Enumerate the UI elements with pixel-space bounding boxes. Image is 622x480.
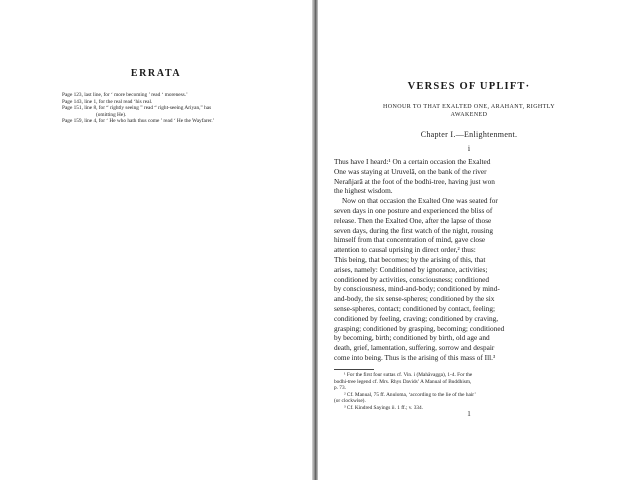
homage-line: HONOUR TO THAT EXALTED ONE, ARAHANT, RIGHTLY bbox=[383, 104, 555, 110]
body-line: by consciousness, mind-and-body; conditioned by mind- bbox=[334, 284, 500, 294]
body-line: and-body, the six sense-spheres; conditioned by the six bbox=[334, 294, 495, 304]
footnote-line: ¹ For the first four suttas cf. Vin. i (Mahāvagga), 1-4. For the bbox=[344, 372, 473, 378]
errata-line: (omitting He). bbox=[96, 111, 127, 118]
body-line: grasping; conditioned by grasping, becoming; conditioned bbox=[334, 323, 505, 333]
footnote-divider bbox=[334, 369, 374, 370]
body-line: Thus have I heard:¹ On a certain occasion the Exalted bbox=[334, 157, 491, 166]
footnotes bbox=[334, 372, 606, 411]
footnote-line: ² Cf. Manual, 75 ff. Anuloma, ‘according to the lie of the hair’ bbox=[344, 391, 477, 398]
body-line: This being, that becomes; by the arising of this, that bbox=[334, 254, 486, 264]
page-number: 1 bbox=[467, 410, 471, 418]
body-line: conditioned by activities, consciousness; conditioned bbox=[334, 274, 490, 284]
body-line: One was staying at Uruvelā, on the bank of the river bbox=[334, 166, 487, 176]
body-line: death, grief, lamentation, suffering, sorrow and despair bbox=[334, 343, 495, 353]
right-page bbox=[316, 0, 622, 480]
errata-line: Page 159, line 4, for ‘ He who hath thus come ’ read ‘ He the Wayfarer.’ bbox=[62, 118, 215, 125]
body-line: by becoming, birth; conditioned by birth, old age and bbox=[334, 333, 490, 343]
homage-line: AWAKENED bbox=[450, 111, 488, 118]
footnote-line: p. 73. bbox=[334, 385, 346, 391]
body-line: Nerañjarā at the foot of the bodhi-tree, having just won bbox=[334, 176, 495, 186]
homage-heading bbox=[336, 104, 602, 119]
errata-line: Page 143, line 1, for the real read ‘his real. bbox=[62, 98, 153, 105]
errata-line: Page 123, last line, for ‘ more becoming ’ read ‘ moreness.’ bbox=[62, 92, 188, 98]
errata-line: Page 151, line 8, for “ rightly seeing ” read “ right-seeing Ariyan,” has bbox=[62, 105, 212, 112]
errata-list bbox=[62, 92, 302, 125]
errata-title: ERRATA bbox=[130, 68, 182, 79]
footnote-line: ³ Cf. Kindred Sayings ii. 1 ff.; v. 334. bbox=[344, 404, 423, 411]
body-text bbox=[334, 157, 606, 363]
footnote-line: bodhi-tree legend cf. Mrs. Rhys Davids’ A Manual of Buddhism, bbox=[334, 378, 472, 385]
body-line: attention to causal uprising in direct order,² thus: bbox=[334, 245, 476, 255]
chapter-heading: Chapter I.—Enlightenment. bbox=[420, 130, 518, 139]
body-line: arises, namely: Conditioned by ignorance, activities; bbox=[334, 264, 488, 274]
body-line: Now on that occasion the Exalted One was seated for bbox=[342, 196, 498, 206]
body-line: come into being. Thus is the arising of this mass of Ill.³ bbox=[334, 352, 496, 362]
footnote-line: (or clockwise). bbox=[334, 398, 366, 404]
body-line: seven days, during the first watch of the night, rousing bbox=[334, 225, 494, 235]
body-line: sense-spheres, contact; conditioned by contact, feeling; bbox=[334, 303, 496, 313]
body-line: release. Then the Exalted One, after the lapse of those bbox=[334, 215, 492, 225]
book-title: VERSES OF UPLIFT· bbox=[407, 81, 531, 92]
body-line: himself from that concentration of mind, gave close bbox=[334, 235, 486, 245]
section-number: i bbox=[467, 144, 471, 153]
body-line: the highest wisdom. bbox=[334, 186, 393, 196]
body-line: seven days in one posture and experienced the bliss of bbox=[334, 205, 493, 215]
body-line: conditioned by feeling, craving; conditioned by craving, bbox=[334, 313, 499, 323]
